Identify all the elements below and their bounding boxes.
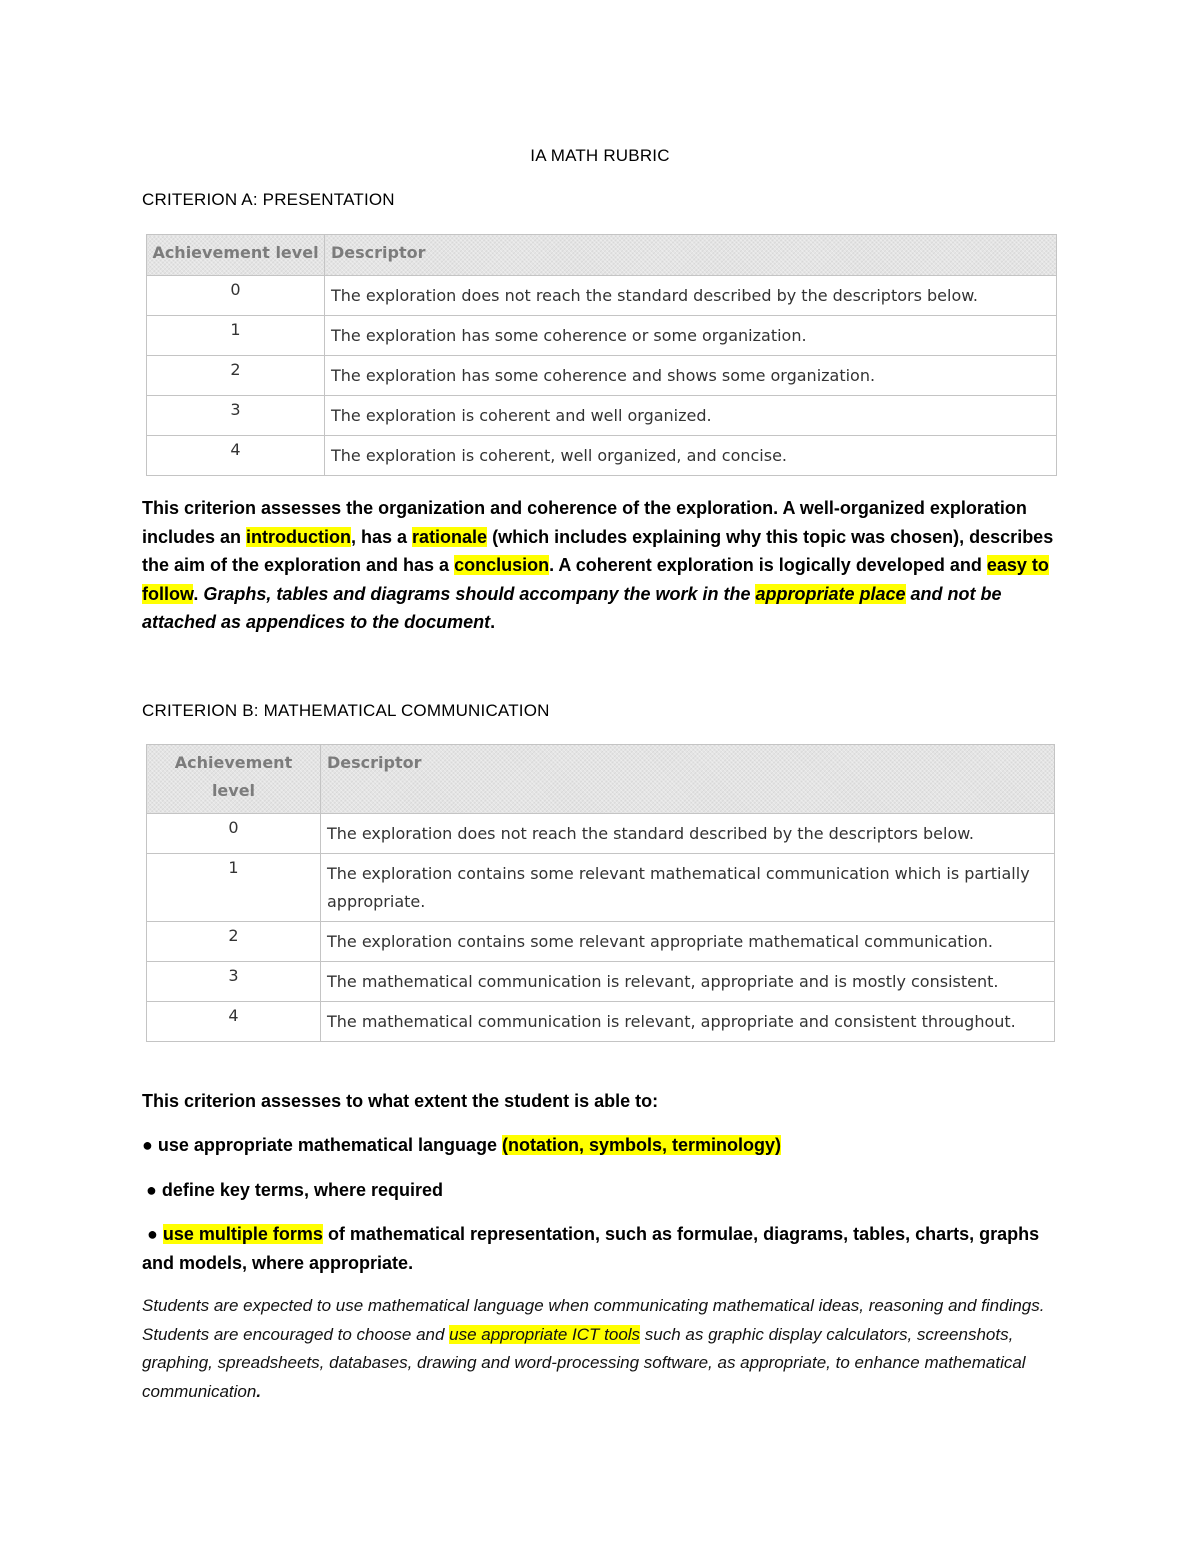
paragraph-italic-text: Graphs, tables and diagrams should accompany the work in the [203,583,756,604]
paragraph-italic-text: and not be attached as appendices to the document [142,583,1002,632]
paragraph-text: . A coherent exploration is logically developed and [549,555,987,575]
note-text: such as graphic display calculators, screenshots, graphing, spreadsheets, databases, drawing and word-processing software, as appropriate, to enhance mathematical communication [142,1324,1026,1402]
descriptor-cell: The exploration does not reach the standard described by the descriptors below. [325,276,1057,316]
criterion-a-heading: CRITERION A: PRESENTATION [142,190,395,209]
paragraph-text: . [193,583,204,604]
level-cell: 2 [147,356,325,396]
bullet-text: use appropriate mathematical language [152,1135,502,1155]
level-cell: 4 [147,436,325,476]
descriptor-cell: The mathematical communication is relevant, appropriate and is mostly consistent. [321,962,1055,1002]
table-row [147,854,1055,922]
bullet-icon: ● [142,1135,153,1155]
bullet-item [142,1131,1062,1160]
criterion-b-table [146,744,1055,1042]
criterion-a-table [146,234,1057,476]
descriptor-cell: The exploration contains some relevant mathematical communication which is partially appropriate. [321,854,1055,922]
level-cell: 1 [147,854,321,922]
paragraph-text: , has a [351,526,413,547]
table-row [147,962,1055,1002]
table-row [147,396,1057,436]
highlight-ict-tools: use appropriate ICT tools [449,1324,641,1344]
table-header-row [147,745,1055,814]
descriptor-cell: The exploration is coherent, well organized, and concise. [325,436,1057,476]
level-cell: 0 [147,276,325,316]
level-cell: 4 [147,1002,321,1042]
level-cell: 2 [147,922,321,962]
note-text: . [256,1382,262,1402]
table-row [147,356,1057,396]
table-row [147,276,1057,316]
col-header-descriptor: Descriptor [321,745,1055,814]
bullet-icon: ● [146,1180,157,1200]
col-header-level: Achievement level [147,745,321,814]
criterion-b-intro: This criterion assesses to what extent the student is able to: [142,1091,659,1111]
criterion-b-heading: CRITERION B: MATHEMATICAL COMMUNICATION [142,701,550,720]
bullet-text: define key terms, where required [156,1180,443,1200]
descriptor-cell: The mathematical communication is relevant, appropriate and consistent throughout. [321,1002,1055,1042]
highlight-conclusion: conclusion [454,555,550,575]
col-header-descriptor: Descriptor [325,235,1057,276]
level-cell: 0 [147,814,321,854]
table-row [147,814,1055,854]
highlight-appropriate-place: appropriate place [755,583,906,604]
descriptor-cell: The exploration is coherent and well organized. [325,396,1057,436]
highlight-multiple-forms: use multiple forms [162,1224,323,1244]
highlight-introduction: introduction [246,526,352,547]
descriptor-cell: The exploration contains some relevant appropriate mathematical communication. [321,922,1055,962]
note-text: Students are expected to use mathematical language when communicating mathematical ideas, reasoning and findings. Students are encouraged to choose and [142,1296,1045,1344]
col-header-level: Achievement level [147,235,325,276]
criterion-a-paragraph [142,494,1062,637]
level-cell: 1 [147,316,325,356]
page-title: IA MATH RUBRIC [530,146,670,165]
highlight-rationale: rationale [412,526,488,547]
bullet-text: of mathematical representation, such as formulae, diagrams, tables, charts, graphs and models, where appropriate. [142,1224,1040,1273]
descriptor-cell: The exploration has some coherence and shows some organization. [325,356,1057,396]
level-cell: 3 [147,962,321,1002]
bullet-icon: ● [147,1224,158,1244]
table-row [147,1002,1055,1042]
table-row [147,436,1057,476]
paragraph-text: This criterion assesses the organization and coherence of the exploration. A well-organized exploration includes an [142,498,1027,547]
paragraph-text: . [490,612,496,632]
paragraph-text: (which includes explaining why this topic was chosen), describes the aim of the exploration and has a [142,526,1054,575]
highlight-notation: (notation, symbols, terminology) [501,1135,781,1155]
descriptor-cell: The exploration has some coherence or some organization. [325,316,1057,356]
table-row [147,316,1057,356]
criterion-b-note [142,1292,1062,1407]
bullet-item [146,1176,1066,1205]
table-row [147,922,1055,962]
bullet-item [142,1220,1062,1277]
table-header-row [147,235,1057,276]
highlight-easy-to-follow: easy to follow [142,555,1049,604]
descriptor-cell: The exploration does not reach the standard described by the descriptors below. [321,814,1055,854]
level-cell: 3 [147,396,325,436]
